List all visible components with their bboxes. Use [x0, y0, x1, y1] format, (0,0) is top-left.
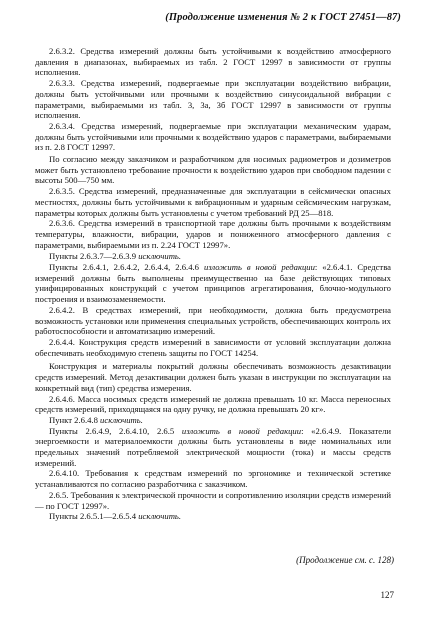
paragraph-text: : «2.6.4.9. Показатели энергоемкости и материалоемкости должны быть установлены в виде номинальных или предельных значений потребляемой электрической мощности (тока) и массы средств измерений. — [35, 425, 391, 468]
paragraph — [35, 186, 391, 218]
paragraph — [35, 251, 391, 262]
paragraph-text: 2.6.3.2. Средства измерений должны быть устойчивыми к воздействию атмосферного давления в диапазонах, выбираемых из табл. 2 ГОСТ 12997 в зависимости от группы исполнения. — [35, 46, 391, 78]
paragraph — [35, 262, 391, 305]
paragraph — [35, 394, 391, 415]
paragraph — [35, 490, 391, 511]
paragraph-text: Пункты 2.6.4.9, 2.6.4.10, 2.6.5 — [49, 425, 182, 436]
paragraph-emphasis: исключить. — [138, 511, 182, 522]
continuation-note: (Продолжение см. с. 128) — [296, 555, 394, 565]
paragraph-text: Пункт 2.6.4.8 — [49, 414, 101, 425]
paragraph-text: 2.6.4.6. Масса носимых средств измерений не должна превышать 10 кг. Масса переносных средств измерений, приходящаяся на одну ручку, не должна превышать 20 кг». — [35, 393, 391, 415]
paragraph — [35, 337, 391, 358]
paragraph-emphasis: изложить в новой редакции — [203, 262, 315, 273]
paragraph-text: 2.6.4.10. Требования к средствам измерений по эргономике и технической эстетике устанавливаются по согласию разработчика с заказчиком. — [35, 468, 391, 490]
paragraph — [35, 361, 391, 393]
paragraph — [35, 46, 391, 78]
paragraph-text: 2.6.3.6. Средства измерений в транспортной таре должны быть прочными к воздействиям температуры, влажности, вибрации, ударов и пониженного атмосферного давления с параметрами, выбираемыми из п. 2.24 ГОСТ 12997». — [35, 218, 391, 250]
paragraph — [35, 426, 391, 469]
paragraph — [35, 468, 391, 489]
document-body — [35, 46, 391, 522]
paragraph-text: 2.6.3.3. Средства измерений, подвергаемые при эксплуатации воздействию вибрации, должны быть устойчивыми или прочными к воздействию синусоидальной вибрации с параметрами, выбираемыми из табл. 3, 3а, 3б ГОСТ 12997 в зависимости от группы исполнения. — [35, 78, 391, 121]
paragraph-text: 2.6.5. Требования к электрической прочности и сопротивлению изоляции средств измерений — по ГОСТ 12997». — [35, 489, 391, 511]
paragraph — [35, 121, 391, 153]
paragraph — [35, 305, 391, 337]
paragraph-text: По согласию между заказчиком и разработчиком для носимых радиометров и дозиметров может быть установлено требование прочности к воздействию ударов при свободном падении с высоты 500—750 мм. — [35, 154, 391, 186]
paragraph-text: Пункты 2.6.4.1, 2.6.4.2, 2.6.4.4, 2.6.4.6 — [49, 262, 204, 273]
paragraph — [35, 415, 391, 426]
paragraph-text: 2.6.4.4. Конструкция средств измерений в зависимости от условий эксплуатации должна обеспечивать необходимую степень защиты по ГОСТ 14254. — [35, 336, 391, 358]
paragraph-text: : «2.6.4.1. Средства измерений должны быть выполнены преимущественно на базе действующих типовых унифицированных конструкций с учетом принципов агрегатирования, блочно-модульного построения и взаимозаменяемости. — [35, 262, 391, 305]
page-number: 127 — [380, 590, 394, 600]
paragraph-text: Пункты 2.6.3.7—2.6.3.9 — [49, 251, 139, 262]
paragraph-emphasis: исключить. — [100, 414, 143, 425]
paragraph — [35, 511, 391, 522]
paragraph-emphasis: исключить. — [138, 251, 182, 262]
paragraph — [35, 78, 391, 121]
paragraph-emphasis: изложить в новой редакции — [181, 425, 302, 436]
paragraph-text: Пункты 2.6.5.1—2.6.5.4 — [49, 511, 139, 522]
paragraph-text: 2.6.4.2. В средствах измерений, при необходимости, должна быть предусмотрена возможность установки или применения специальных устройств, обеспечивающих контроль их работоспособности и автоматизацию измерений. — [35, 304, 391, 337]
paragraph — [35, 218, 391, 250]
paragraph-text: 2.6.3.4. Средства измерений, подвергаемые при эксплуатации механическим ударам, должны быть устойчивыми или прочными к воздействию ударов с параметрами, выбираемыми из п. 2.8 ГОСТ 12997. — [35, 120, 391, 153]
running-header: (Продолжение изменения № 2 к ГОСТ 27451—87) — [165, 12, 401, 23]
paragraph-text: Конструкция и материалы покрытий должны обеспечивать возможность дезактивации средств измерений. Метод дезактивации должен быть указан в инструкции по эксплуатации на конкретный вид (тип) средства измерения. — [35, 361, 391, 393]
paragraph-text: 2.6.3.5. Средства измерений, предназначенные для эксплуатации в сейсмически опасных местностях, должны быть устойчивыми к вибрационным и ударным сейсмическим нагрузкам, параметры которых должны быть установлены с учетом требований РД 25—818. — [35, 186, 391, 218]
paragraph — [35, 154, 391, 186]
